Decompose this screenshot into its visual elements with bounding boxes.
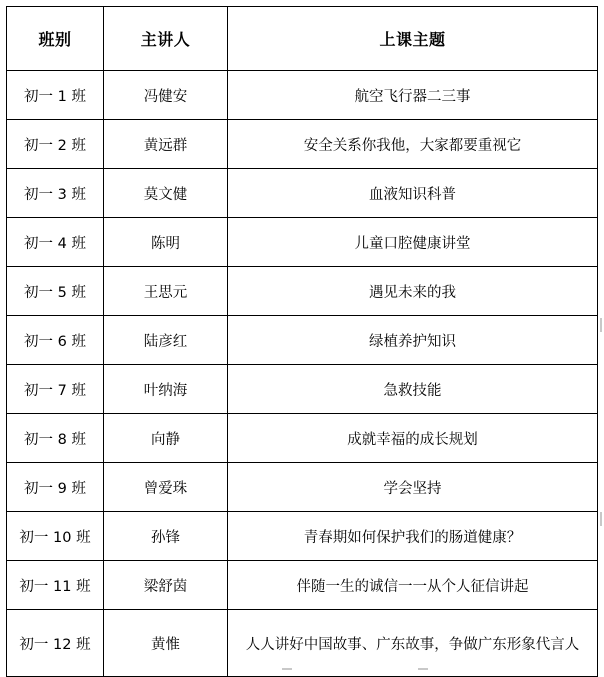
cell-class: 初一 7 班 [7, 365, 104, 414]
page-foot-mark [418, 668, 428, 670]
cell-speaker: 王思元 [104, 267, 228, 316]
cell-topic: 航空飞行器二三事 [228, 71, 598, 120]
cell-speaker: 叶纳海 [104, 365, 228, 414]
cell-class: 初一 6 班 [7, 316, 104, 365]
cell-class: 初一 9 班 [7, 463, 104, 512]
page-edge-mark [600, 318, 602, 332]
cell-class: 初一 3 班 [7, 169, 104, 218]
cell-topic: 血液知识科普 [228, 169, 598, 218]
cell-class: 初一 5 班 [7, 267, 104, 316]
cell-topic: 遇见未来的我 [228, 267, 598, 316]
cell-speaker: 黄远群 [104, 120, 228, 169]
table-row [7, 120, 598, 169]
table-row [7, 218, 598, 267]
lecture-schedule-table [6, 6, 598, 677]
cell-speaker: 陈明 [104, 218, 228, 267]
table-row [7, 414, 598, 463]
cell-class: 初一 1 班 [7, 71, 104, 120]
page-edge-mark [600, 512, 602, 526]
cell-topic: 人人讲好中国故事、广东故事，争做广东形象代言人 [228, 610, 598, 677]
cell-speaker: 向静 [104, 414, 228, 463]
table-row [7, 561, 598, 610]
cell-class: 初一 4 班 [7, 218, 104, 267]
cell-speaker: 冯健安 [104, 71, 228, 120]
cell-topic: 急救技能 [228, 365, 598, 414]
cell-speaker: 黄惟 [104, 610, 228, 677]
cell-topic: 成就幸福的成长规划 [228, 414, 598, 463]
cell-topic: 绿植养护知识 [228, 316, 598, 365]
table-row [7, 71, 598, 120]
table-row [7, 169, 598, 218]
table-row [7, 610, 598, 677]
table-row [7, 267, 598, 316]
cell-class: 初一 8 班 [7, 414, 104, 463]
header-topic: 上课主题 [228, 7, 598, 71]
cell-speaker: 孙锋 [104, 512, 228, 561]
cell-topic: 伴随一生的诚信一一从个人征信讲起 [228, 561, 598, 610]
cell-topic: 青春期如何保护我们的肠道健康？ [228, 512, 598, 561]
cell-speaker: 莫文健 [104, 169, 228, 218]
cell-topic: 学会坚持 [228, 463, 598, 512]
cell-speaker: 陆彦红 [104, 316, 228, 365]
table-row [7, 316, 598, 365]
cell-topic: 儿童口腔健康讲堂 [228, 218, 598, 267]
table-row [7, 463, 598, 512]
header-row [7, 7, 598, 71]
lecture-schedule-document [6, 6, 598, 677]
cell-class: 初一 10 班 [7, 512, 104, 561]
cell-speaker: 梁舒茵 [104, 561, 228, 610]
page-foot-mark [282, 668, 292, 670]
table-row [7, 512, 598, 561]
header-speaker: 主讲人 [104, 7, 228, 71]
cell-class: 初一 11 班 [7, 561, 104, 610]
cell-class: 初一 2 班 [7, 120, 104, 169]
cell-class: 初一 12 班 [7, 610, 104, 677]
table-row [7, 365, 598, 414]
cell-speaker: 曾爱珠 [104, 463, 228, 512]
header-class: 班别 [7, 7, 104, 71]
cell-topic: 安全关系你我他，大家都要重视它 [228, 120, 598, 169]
